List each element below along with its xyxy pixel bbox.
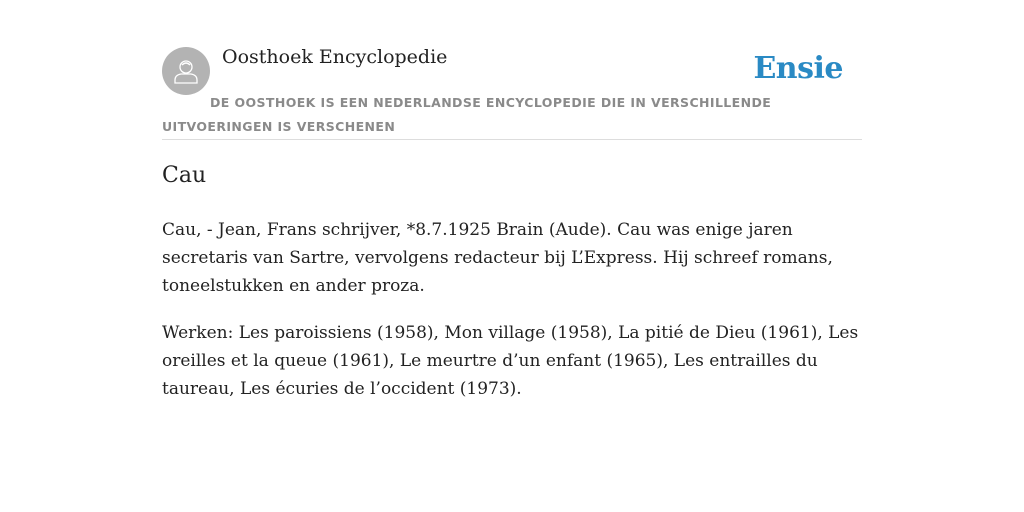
user-icon: [171, 56, 201, 86]
source-header: [162, 0, 862, 140]
page-container: [162, 0, 862, 399]
article-body: [162, 216, 862, 422]
article-paragraph: Werken: Les paroissiens (1958), Mon village (1958), La pitié de Dieu (1961), Les oreilles et la queue (1961), Le meurtre d’un enfant (1965), Les entrailles du taureau, Les écuries de l’occident (1973).: [162, 323, 859, 399]
article-paragraph: Cau, - Jean, Frans schrijver, *8.7.1925 Brain (Aude). Cau was enige jaren secretaris van Sartre, vervolgens redacteur bij L’Express. Hij schreef romans, toneelstukken en ander proza.: [162, 220, 833, 296]
article-title: Cau: [162, 163, 207, 188]
avatar[interactable]: [162, 47, 210, 95]
source-name[interactable]: Oosthoek Encyclopedie: [222, 46, 448, 68]
source-description: DE OOSTHOEK IS EEN NEDERLANDSE ENCYCLOPEDIE DIE IN VERSCHILLENDE UITVOERINGEN IS VERSCHENEN: [162, 95, 772, 134]
brand-logo[interactable]: Ensie: [753, 51, 843, 86]
